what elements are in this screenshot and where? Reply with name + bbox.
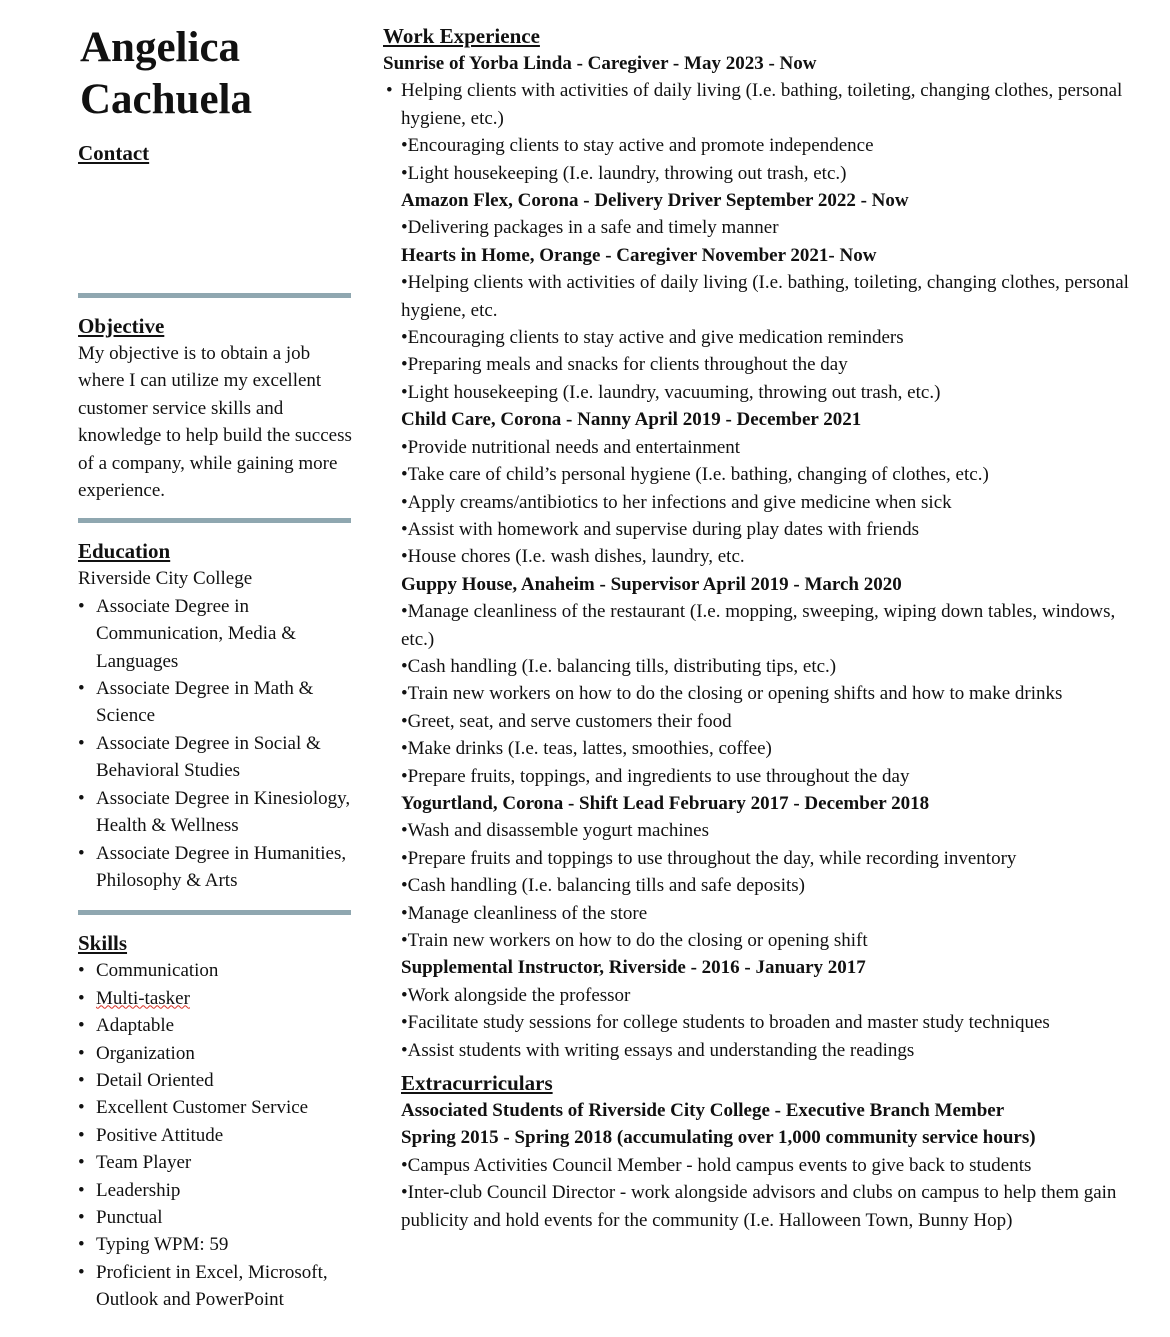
degree-item: • Associate Degree in Communication, Media & Languages <box>78 593 370 675</box>
job-duty: •Assist students with writing essays and understanding the readings <box>401 1039 915 1061</box>
job-title: Child Care, Corona - Nanny April 2019 - December 2021 <box>401 409 862 431</box>
job-duty: •Light housekeeping (I.e. laundry, throwing out trash, etc.) <box>401 162 847 184</box>
right-column <box>383 22 1143 1234</box>
skill-item: • Detail Oriented <box>78 1067 370 1094</box>
name-heading <box>80 22 370 126</box>
education-heading: Education <box>78 539 171 564</box>
job-duty: •Delivering packages in a safe and timely manner <box>401 217 779 239</box>
extracurricular-period: Spring 2015 - Spring 2018 (accumulating over 1,000 community service hours) <box>401 1127 1036 1149</box>
job-duty: •House chores (I.e. wash dishes, laundry, etc. <box>401 546 745 568</box>
job-duty: •Work alongside the professor <box>401 984 631 1006</box>
skill-item: • Communication <box>78 957 370 984</box>
job-duty: •Assist with homework and supervise during play dates with friends <box>401 518 919 540</box>
degree-item: • Associate Degree in Humanities, Philosophy & Arts <box>78 840 370 895</box>
skill-item <box>78 985 370 1012</box>
left-column <box>78 22 370 1314</box>
degree-list <box>78 593 370 894</box>
job-duty: •Take care of child’s personal hygiene (I.e. bathing, changing of clothes, etc.) <box>401 464 989 486</box>
degree-item: • Associate Degree in Math & Science <box>78 675 370 730</box>
job-duty: •Light housekeeping (I.e. laundry, vacuuming, throwing out trash, etc.) <box>401 381 941 403</box>
skill-item: • Proficient in Excel, Microsoft, Outlook and PowerPoint <box>78 1259 370 1314</box>
job-duty: •Cash handling (I.e. balancing tills and safe deposits) <box>401 875 805 897</box>
skill-item: • Punctual <box>78 1204 370 1231</box>
skill-item: • Team Player <box>78 1149 370 1176</box>
section-divider <box>78 293 351 298</box>
job-duty: •Prepare fruits and toppings to use throughout the day, while recording inventory <box>401 847 1017 869</box>
last-name: Cachuela <box>80 76 252 123</box>
job-duty: •Greet, seat, and serve customers their food <box>401 710 732 732</box>
job-duty: •Preparing meals and snacks for clients throughout the day <box>401 354 848 376</box>
job-duty: •Wash and disassemble yogurt machines <box>401 820 709 842</box>
skill-item: • Positive Attitude <box>78 1122 370 1149</box>
contact-body <box>78 167 370 293</box>
job-title: Yogurtland, Corona - Shift Lead February 2017 - December 2018 <box>401 792 930 814</box>
job-duty: •Apply creams/antibiotics to her infections and give medicine when sick <box>401 491 952 513</box>
job-duty: •Encouraging clients to stay active and promote independence <box>401 135 874 157</box>
job-duty: • Helping clients with activities of daily living (I.e. bathing, toileting, changing clothes, personal hygiene, etc.) <box>383 77 1143 132</box>
job-duty: •Cash handling (I.e. balancing tills, distributing tips, etc.) <box>401 655 837 677</box>
skills-list <box>78 957 370 1313</box>
job-duty: •Helping clients with activities of daily living (I.e. bathing, toileting, changing clothes, personal hygiene, etc. <box>401 272 1129 321</box>
job-duty: •Prepare fruits, toppings, and ingredients to use throughout the day <box>401 765 910 787</box>
section-divider <box>78 518 351 523</box>
job-title: Sunrise of Yorba Linda - Caregiver - May 2023 - Now <box>383 53 817 74</box>
skill-item: • Typing WPM: 59 <box>78 1231 370 1258</box>
skill-item: • Organization <box>78 1040 370 1067</box>
objective-text: My objective is to obtain a job where I can utilize my excellent customer service skills and knowledge to help build the success of a company, while gaining more experience. <box>78 343 352 502</box>
extracurricular-org: Associated Students of Riverside City College - Executive Branch Member <box>401 1100 1005 1122</box>
contact-heading: Contact <box>78 141 150 165</box>
job-title: Hearts in Home, Orange - Caregiver November 2021- Now <box>401 244 877 266</box>
skill-item: • Adaptable <box>78 1012 370 1039</box>
job-duty: •Train new workers on how to do the closing or opening shifts and how to make drinks <box>401 683 1063 705</box>
work-experience-heading: Work Experience <box>383 24 540 48</box>
skills-heading: Skills <box>78 931 128 956</box>
degree-item: • Associate Degree in Kinesiology, Health & Wellness <box>78 785 370 840</box>
extracurricular-duty: •Campus Activities Council Member - hold campus events to give back to students <box>401 1154 1032 1176</box>
extracurriculars-heading: Extracurriculars <box>401 1071 553 1096</box>
job-title: Guppy House, Anaheim - Supervisor April 2019 - March 2020 <box>401 573 902 595</box>
job-duty: •Manage cleanliness of the store <box>401 902 648 924</box>
job-title: Amazon Flex, Corona - Delivery Driver September 2022 - Now <box>401 190 909 212</box>
first-name: Angelica <box>80 24 241 71</box>
job-duty: •Provide nutritional needs and entertainment <box>401 436 741 458</box>
skill-item-text: Multi-tasker <box>96 987 190 1009</box>
job-duty: •Make drinks (I.e. teas, lattes, smoothies, coffee) <box>401 738 772 760</box>
objective-heading: Objective <box>78 314 165 338</box>
job-duty: •Train new workers on how to do the closing or opening shift <box>401 930 868 951</box>
job-duty: •Facilitate study sessions for college students to broaden and master study techniques <box>401 1012 1050 1034</box>
job-duty: •Encouraging clients to stay active and give medication reminders <box>401 327 904 349</box>
section-divider <box>78 910 351 915</box>
education-school: Riverside City College <box>78 568 253 590</box>
job-title: Supplemental Instructor, Riverside - 2016 - January 2017 <box>401 957 866 979</box>
extracurricular-duty: •Inter-club Council Director - work alongside advisors and clubs on campus to help them gain publicity and hold events for the community (I.e. Halloween Town, Bunny Hop) <box>401 1182 1117 1231</box>
degree-item: • Associate Degree in Social & Behavioral Studies <box>78 730 370 785</box>
skill-item: • Excellent Customer Service <box>78 1094 370 1121</box>
job-duty: •Manage cleanliness of the restaurant (I.e. mopping, sweeping, wiping down tables, windows, etc.) <box>401 601 1116 650</box>
skill-item: • Leadership <box>78 1177 370 1204</box>
